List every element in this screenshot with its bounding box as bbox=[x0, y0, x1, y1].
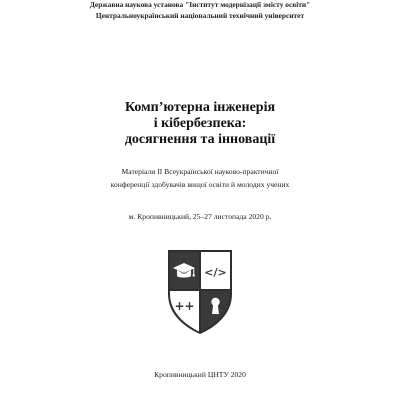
title-line-1: Комп’ютерна інженерія bbox=[124, 100, 276, 115]
code-icon-text: </> bbox=[204, 266, 227, 279]
code-icon bbox=[204, 266, 226, 279]
plus-plus-icon bbox=[174, 299, 194, 313]
subtitle-line-1: Матеріали ІІ Всеукраїнської науково-практичної bbox=[121, 167, 279, 176]
footer-publisher: Кропивницький ЦНТУ 2020 bbox=[154, 370, 246, 379]
organization-line-2: Центральноукраїнський національний технічний університет bbox=[95, 11, 305, 20]
shield-logo bbox=[167, 246, 233, 334]
subtitle-line-2: конференції здобувачів вищої освіти й молодих учених bbox=[110, 180, 290, 189]
plus-plus-icon-text: ++ bbox=[174, 299, 195, 313]
title-line-3: досягнення та інновації bbox=[124, 132, 276, 147]
title-line-2: і кібербезпека: bbox=[153, 116, 247, 131]
place-date: м. Кропивницький, 25–27 листопада 2020 р. bbox=[128, 212, 272, 221]
organization-line-1: Державна наукова установа "Інститут модернізації змісту освіти" bbox=[89, 0, 311, 9]
